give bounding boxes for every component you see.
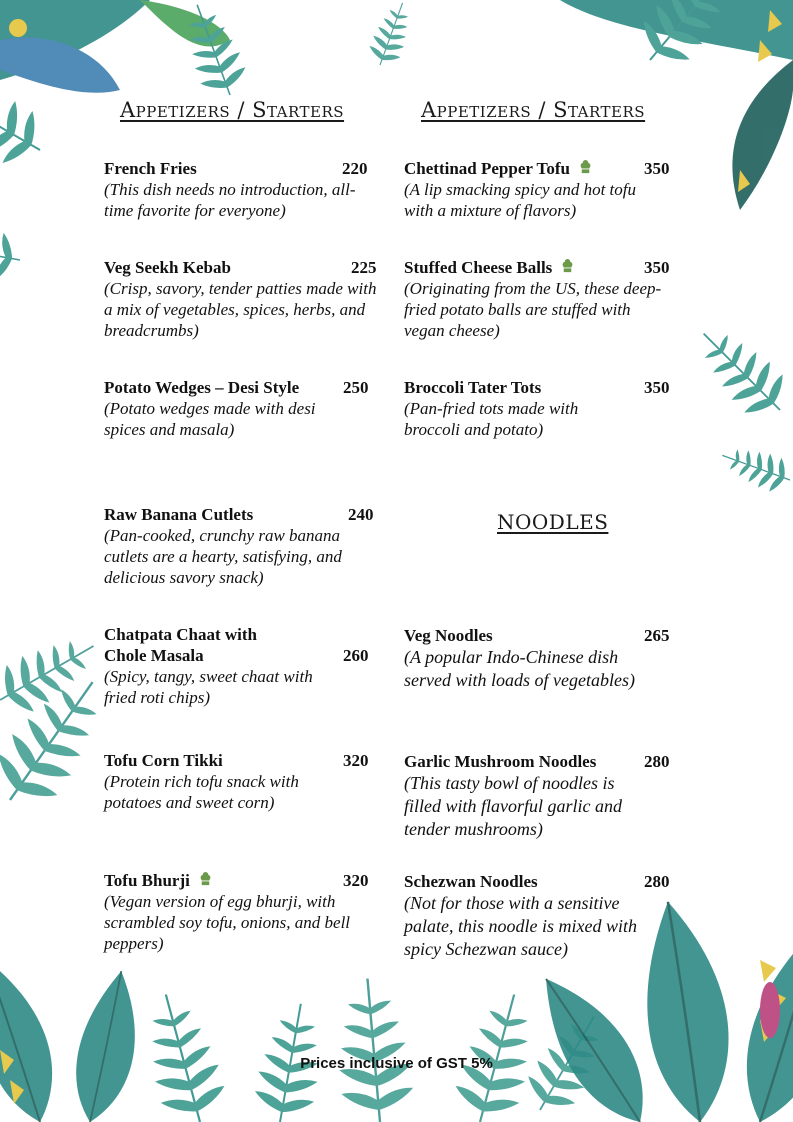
menu-item <box>404 625 684 692</box>
chef-hat-icon <box>560 259 575 274</box>
item-name: Garlic Mushroom Noodles <box>404 752 597 771</box>
item-description: (Vegan version of egg bhurji, with scrambled soy tofu, onions, and bell peppers) <box>104 892 351 953</box>
item-description: (Not for those with a sensitive palate, this noodle is mixed with spicy Schezwan sauce) <box>404 893 637 959</box>
item-description: (Pan-fried tots made with broccoli and potato) <box>404 399 579 439</box>
menu-item <box>104 624 384 708</box>
item-price: 350 <box>644 159 670 178</box>
item-price: 320 <box>343 751 369 770</box>
chef-hat-icon <box>578 160 593 175</box>
item-name: Veg Seekh Kebab <box>104 258 231 277</box>
item-name: Tofu Corn Tikki <box>104 751 223 770</box>
item-name-line2: Chole Masala <box>104 646 204 665</box>
menu-item <box>404 751 684 841</box>
item-name: Chatpata Chaat with <box>104 625 258 644</box>
item-description: (A lip smacking spicy and hot tofu with a mixture of flavors) <box>404 180 636 220</box>
noodles-heading: NOODLES <box>497 510 609 534</box>
menu-item <box>104 504 384 588</box>
item-name: Schezwan Noodles <box>404 872 538 891</box>
item-description: (Spicy, tangy, sweet chaat with fried roti chips) <box>104 667 313 707</box>
item-price: 220 <box>342 159 368 178</box>
item-price: 320 <box>343 871 369 890</box>
item-name: Broccoli Tater Tots <box>404 378 542 397</box>
item-price: 280 <box>644 872 670 891</box>
item-name: Tofu Bhurji <box>104 871 190 890</box>
menu-item <box>404 257 684 341</box>
menu-item <box>104 870 384 954</box>
left-section-heading: Appetizers / Starters <box>120 98 345 122</box>
item-price: 225 <box>351 258 377 277</box>
item-description: (A popular Indo-Chinese dish served with loads of vegetables) <box>404 647 635 690</box>
item-name: Stuffed Cheese Balls <box>404 258 553 277</box>
item-name: French Fries <box>104 159 197 178</box>
item-price: 350 <box>644 378 670 397</box>
item-price: 240 <box>348 505 374 524</box>
menu-item <box>104 750 384 813</box>
item-name: Veg Noodles <box>404 626 493 645</box>
item-description: (Potato wedges made with desi spices and masala) <box>104 399 316 439</box>
gst-note: Prices inclusive of GST 5% <box>300 1055 493 1072</box>
menu-item <box>404 871 684 961</box>
item-name: Raw Banana Cutlets <box>104 505 254 524</box>
menu-item <box>404 377 684 440</box>
item-price: 260 <box>343 646 369 665</box>
item-description: (This tasty bowl of noodles is filled with flavorful garlic and tender mushrooms) <box>404 773 622 839</box>
item-price: 265 <box>644 626 670 645</box>
menu-item <box>104 158 384 221</box>
item-description: (Pan-cooked, crunchy raw banana cutlets are a hearty, satisfying, and delicious savory snack) <box>104 526 342 587</box>
item-name: Chettinad Pepper Tofu <box>404 159 570 178</box>
item-description: (Protein rich tofu snack with potatoes and sweet corn) <box>104 772 299 812</box>
item-price: 350 <box>644 258 670 277</box>
item-price: 250 <box>343 378 369 397</box>
item-description: (Originating from the US, these deep-fried potato balls are stuffed with vegan cheese) <box>404 279 662 340</box>
item-description: (This dish needs no introduction, all-time favorite for everyone) <box>104 180 356 220</box>
menu-item <box>104 377 384 440</box>
right-section-heading: Appetizers / Starters <box>421 98 646 122</box>
chef-hat-icon <box>198 872 213 887</box>
item-price: 280 <box>644 752 670 771</box>
menu-item <box>104 257 384 341</box>
item-name: Potato Wedges – Desi Style <box>104 378 300 397</box>
item-description: (Crisp, savory, tender patties made with a mix of vegetables, spices, herbs, and breadcrumbs) <box>104 279 377 340</box>
menu-item <box>404 158 684 221</box>
